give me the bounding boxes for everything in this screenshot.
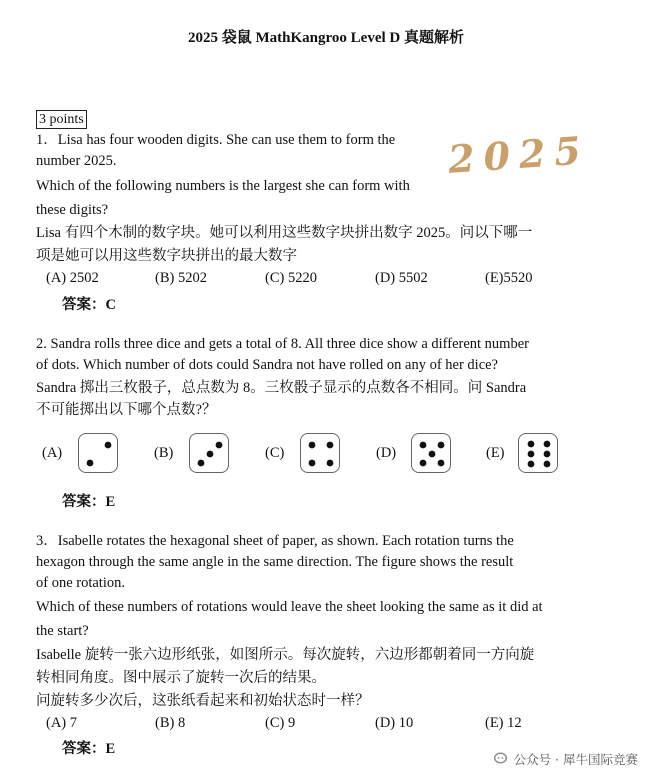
q1-option-a: (A) 2502 [46,270,99,286]
q1-line-1: 1．Lisa has four wooden digits. She can use them to form the [36,132,396,148]
q1-line-5: Lisa 有四个木制的数字块。她可以利用这些数字块拼出数字 2025。问以下哪一 [36,225,533,241]
q1-line-2: number 2025. [36,153,117,169]
q2-line-2: of dots. Which number of dots could Sandra not have rolled on any of her dice? [36,357,498,373]
q2-option-c-label: (C) [265,445,285,461]
die-face-5 [412,434,452,474]
q3-option-d: (D) 10 [375,715,414,731]
points-label: 3 points [36,110,87,129]
q1-line-4: these digits? [36,202,109,218]
die-five-dots [411,433,451,473]
q3-line-4: Which of these numbers of rotations would leave the sheet looking the same as it did at [36,599,543,615]
q2-option-e-label: (E) [486,445,505,461]
q3-line-5: the start? [36,623,89,639]
die-six-dots [518,433,558,473]
watermark-text: 公众号 · 犀牛国际竞赛 [513,752,638,767]
year-decoration: 2025 [446,127,592,182]
q1-option-d: (D) 5502 [375,270,428,286]
q1-option-e: (E)5520 [485,270,533,286]
wechat-icon [494,752,510,769]
die-face-6 [519,434,559,474]
q2-line-4: 不可能掷出以下哪个点数?？ [36,402,217,418]
q3-line-6: Isabelle 旋转一张六边形纸张，如图所示。每次旋转，六边形都朝着同一方向旋 [36,647,535,663]
q3-answer: 答案：E [62,741,116,757]
q1-line-6: 项是她可以用这些数字块拼出的最大数字 [36,248,297,264]
watermark [494,750,638,769]
q1-option-c: (C) 5220 [265,270,317,286]
die-face-2 [79,434,119,474]
q3-line-2: hexagon through the same angle in the same direction. The figure shows the result [36,554,514,570]
q3-option-e: (E) 12 [485,715,522,731]
q3-option-a: (A) 7 [46,715,78,731]
q3-option-b: (B) 8 [155,715,186,731]
q1-answer: 答案：C [62,297,116,313]
q1-option-b: (B) 5202 [155,270,207,286]
q2-line-3: Sandra 掷出三枚骰子，总点数为 8。三枚骰子显示的点数各不相同。问 Sandra [36,380,527,396]
die-face-3 [190,434,230,474]
q2-option-d-label: (D) [376,445,397,461]
q2-option-b-label: (B) [154,445,174,461]
q2-option-a-label: (A) [42,445,63,461]
q3-line-7: 转相同角度。图中展示了旋转一次后的结果。 [36,670,326,686]
page-title: 2025 袋鼠 MathKangroo Level D 真题解析 [188,30,464,46]
q3-line-3: of one rotation. [36,575,125,591]
q3-line-8: 问旋转多少次后，这张纸看起来和初始状态时一样？ [36,693,370,709]
die-three-dots [189,433,229,473]
q2-line-1: 2. Sandra rolls three dice and gets a total of 8. All three dice show a different number [36,336,529,352]
die-four-dots [300,433,340,473]
q1-line-3: Which of the following numbers is the largest she can form with [36,178,410,194]
q3-option-c: (C) 9 [265,715,296,731]
die-two-dots [78,433,118,473]
q3-line-1: 3．Isabelle rotates the hexagonal sheet of paper, as shown. Each rotation turns the [36,533,514,549]
die-face-4 [301,434,341,474]
q2-answer: 答案：E [62,494,116,510]
